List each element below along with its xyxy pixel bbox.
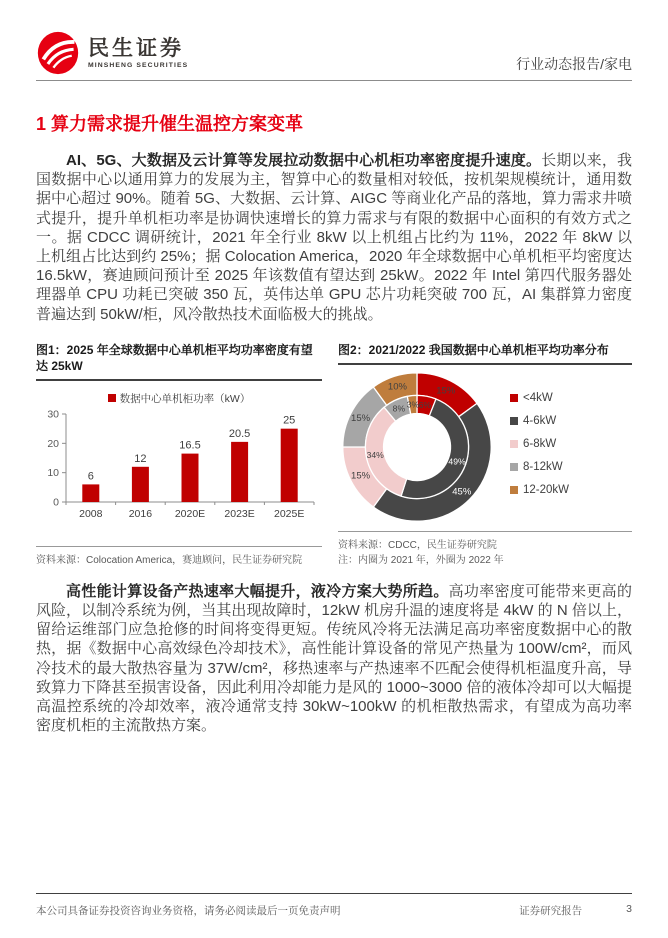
page-header [36,0,632,81]
svg-text:3%: 3% [406,399,420,410]
legend-swatch [510,463,518,471]
paragraph-1 [36,151,632,324]
legend-swatch [510,417,518,425]
donut-legend [510,392,569,496]
svg-text:20: 20 [47,437,59,450]
footer-report-type: 证券研究报告 [519,905,583,917]
figure-2 [338,342,632,568]
svg-text:6%: 6% [418,399,432,410]
company-logo [36,30,188,76]
legend-swatch [510,394,518,402]
legend-swatch [510,440,518,448]
figure-1-source: 资料来源：Colocation America，赛迪顾问，民生证券研究院 [36,546,322,568]
donut-legend-label: 4-6kW [523,414,557,427]
legend-swatch [510,486,518,494]
donut-legend-item [510,415,569,427]
svg-text:30: 30 [47,408,59,421]
figure-1-chart-area [36,381,322,538]
figures-row [36,342,632,568]
figure-2-note: 注：内圈为 2021 年，外圈为 2022 年 [338,554,504,566]
svg-text:15%: 15% [351,470,371,482]
footer-disclaimer: 本公司具备证券投资咨询业务资格，请务必阅读最后一页免责声明 [36,905,341,917]
brand-text [88,38,188,69]
svg-text:0: 0 [53,496,59,509]
paragraph-2 [36,582,632,736]
figure-1-title: 图1：2025 年全球数据中心单机柜平均功率密度有望达 25kW [36,342,322,381]
figure-2-chart-area [338,371,632,523]
figure-2-source: 资料来源：CDCC，民生证券研究院 [338,539,497,551]
figure-1-legend-label: 数据中心单机柜功率（kW） [119,392,251,405]
svg-text:2023E: 2023E [224,507,255,520]
svg-text:34%: 34% [366,449,384,460]
svg-text:2016: 2016 [128,507,153,520]
figure-2-title: 图2：2021/2022 我国数据中心单机柜平均功率分布 [338,342,632,365]
footer-right [519,903,632,918]
bar-chart [36,406,322,532]
legend-swatch-red [108,394,116,402]
footer-page-number: 3 [626,903,632,915]
donut-legend-item [510,392,569,404]
donut-legend-label: 8-12kW [523,460,563,473]
donut-legend-label: 6-8kW [523,437,557,450]
donut-legend-item [510,461,569,473]
svg-text:15%: 15% [351,412,371,424]
paragraph-1-lead: AI、5G、大数据及云计算等发展拉动数据中心机柜功率密度提升速度。 [66,152,542,169]
svg-text:2008: 2008 [79,507,103,520]
figure-2-source-block [338,531,632,568]
svg-text:8%: 8% [392,403,406,414]
brand-name-cn: 民生证券 [88,36,184,60]
paragraph-2-lead: 高性能计算设备产热速率大幅提升，液冷方案大势所趋。 [66,582,449,600]
svg-text:45%: 45% [452,486,472,498]
paragraph-2-body: 高功率密度可能带来更高的风险，以制冷系统为例，当其出现故障时，12kW 机房升温的速度将是 4kW 的 N 倍以上，留给运维部门应急抢修的时间将变得更短。传统风冷将无法满足高功率密度数据中心的散热，据《数据中心高效绿色冷却技术》，高性能计算设备的常见产热量为 100W/cm²，而风冷技术的最大散热容量为 37W/cm²，移热速率与产热速率不匹配会使得机柜温度升高，导致算力下降甚至损害设备，因此利用冷却能力是风的 1000~3000 倍的液体冷却可以大幅提高温控系统的冷却效率，液冷通常支持 30kW~100kW 的机柜散热需求，有望成为高功率密度机柜的主流散热方案。 [36,582,632,735]
page-footer [36,893,632,918]
svg-text:10: 10 [47,466,59,479]
donut-legend-item [510,484,569,496]
svg-text:2020E: 2020E [174,507,206,520]
svg-text:2025E: 2025E [274,507,305,520]
paragraph-1-body: 长期以来，我国数据中心以通用算力的发展为主，智算中心的数量相对较低，按机架规模统计，通用数据中心超过 90%。随着 5G、大数据、云计算、AIGC 等商业化产品的落地，算力需求井喷式提升，提升单机柜功率是协调快速增长的算力需求与有限的数据中心面积的有效方式之一。据 CDCC 调研统计，2021 年全行业 8kW 以上机组占比约为 11%，2022 年 8kW 以上机组占比达到约 25%；据 Colocation America，2020 年全球数据中心单机柜平均密度达 16.5kW，赛迪顾问预计至 2025 年该数值有望达到 25kW。2022 年 Intel 第四代服务器处理器单 CPU 功耗已突破 350 瓦，英伟达单 GPU 芯片功耗突破 700 瓦，AI 集群算力密度普遍达到 50kW/柜，风冷散热技术面临极大的挑战。 [36,152,632,323]
figure-1-legend [36,391,322,406]
section-title: 1 算力需求提升催生温控方案变革 [36,114,304,134]
svg-text:25: 25 [283,414,296,427]
donut-legend-label: <4kW [523,391,553,404]
svg-text:15%: 15% [436,385,456,397]
svg-text:12: 12 [134,452,147,465]
figure-1 [36,342,322,568]
donut-chart [338,371,496,523]
donut-legend-label: 12-20kW [523,483,570,496]
donut-legend-item [510,438,569,450]
svg-text:49%: 49% [448,456,466,467]
svg-text:6: 6 [87,470,94,483]
svg-text:20.5: 20.5 [228,427,251,440]
svg-text:16.5: 16.5 [179,439,201,452]
svg-text:10%: 10% [387,381,407,393]
minsheng-logo-icon [36,30,80,76]
brand-name-en: MINSHENG SECURITIES [88,61,189,69]
doc-type-label: 行业动态报告/家电 [516,56,632,72]
